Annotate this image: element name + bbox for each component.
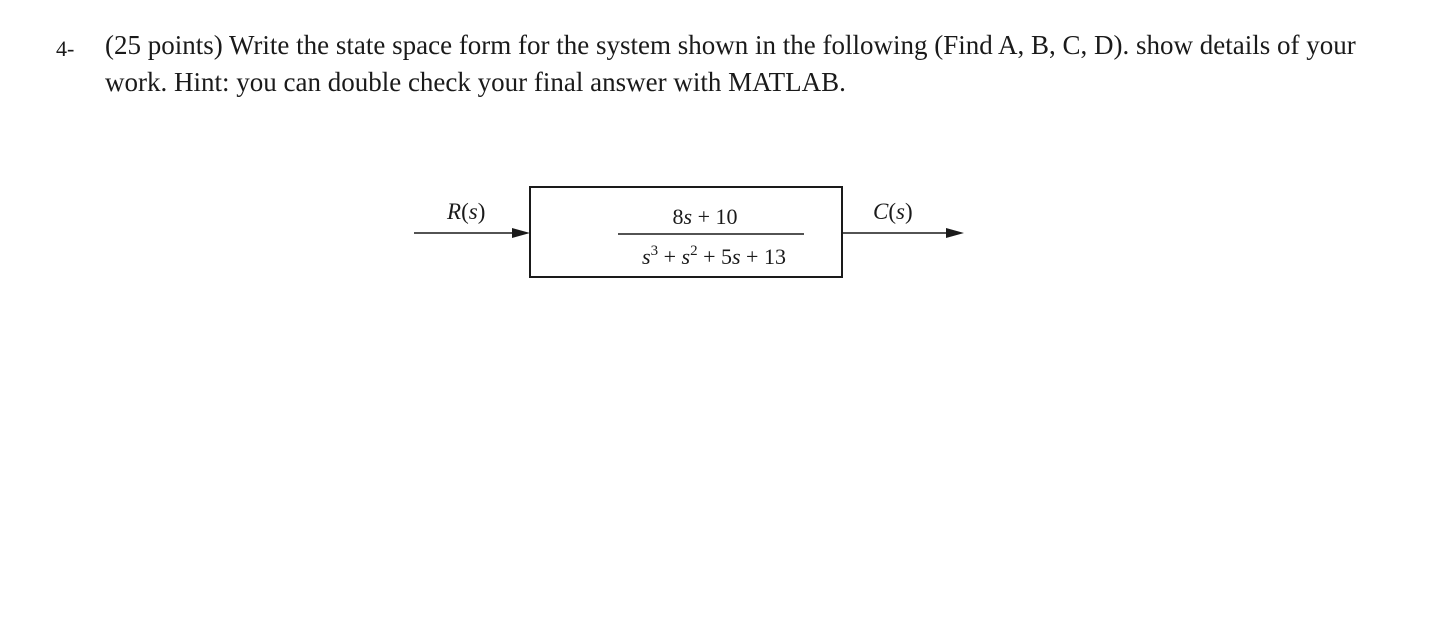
- output-label: C(s): [873, 199, 913, 224]
- input-label: R(s): [447, 199, 486, 224]
- output-arrowhead: [946, 228, 964, 238]
- tf-denominator: $s^3 + s^2 + 5s + 13$: [642, 243, 786, 269]
- question-points: (25 points): [105, 30, 223, 60]
- tf-numerator: 8s + 10: [672, 204, 738, 229]
- question-number: 4-: [56, 36, 75, 61]
- input-arrowhead: [512, 228, 530, 238]
- question-body: Write the state space form for the system shown in the following (Find A, B, C, D). show details of your work. Hint: you can double check your final answer with MATLAB.: [105, 30, 1356, 97]
